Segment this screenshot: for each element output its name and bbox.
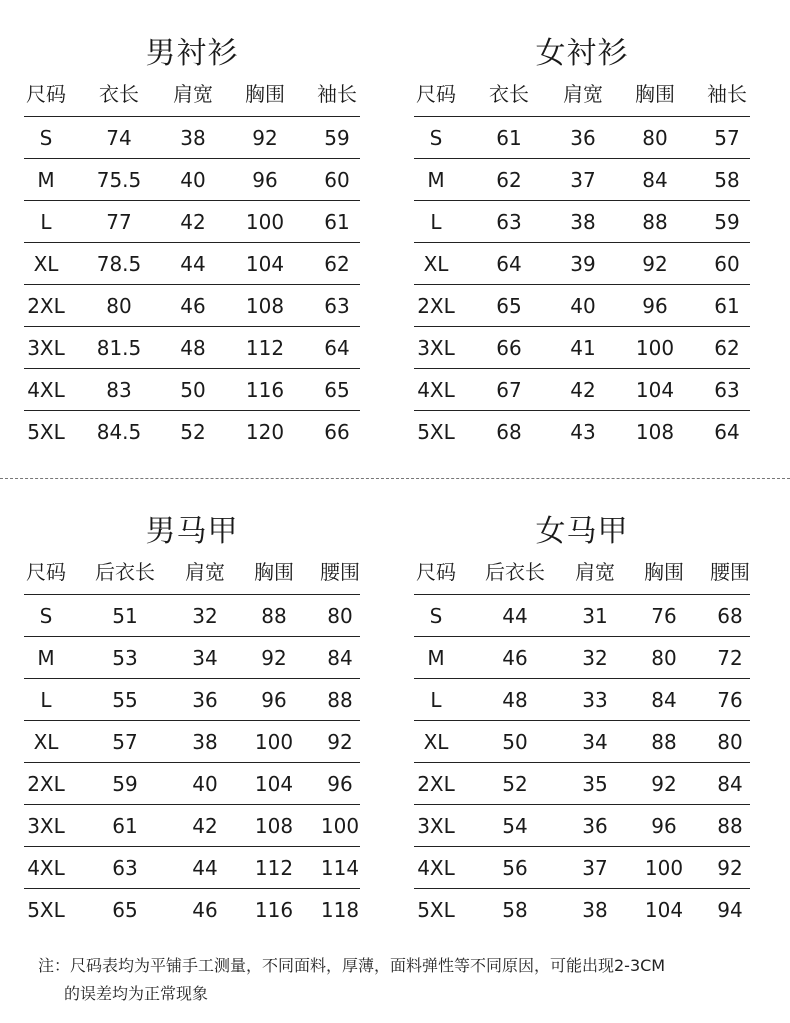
table-row: [414, 847, 750, 889]
table-row: [24, 847, 360, 889]
value-cell: 42: [570, 377, 596, 402]
header-cell: 尺码: [26, 82, 66, 106]
value-cell: 64: [324, 335, 350, 360]
value-cell: 46: [192, 898, 218, 922]
table-header: [414, 556, 750, 592]
value-cell: 48: [502, 687, 528, 712]
header-cell: 胸围: [635, 82, 675, 106]
value-cell: 94: [717, 898, 743, 922]
value-cell: 60: [714, 251, 740, 276]
table-row: [24, 763, 360, 805]
value-cell: 46: [180, 293, 206, 318]
value-cell: 59: [714, 209, 740, 234]
table-title: 男马甲: [145, 514, 239, 549]
table-row: [414, 637, 750, 679]
value-cell: 88: [327, 687, 353, 712]
size-cell: 5XL: [27, 898, 65, 922]
value-cell: 52: [502, 771, 528, 796]
value-cell: 104: [245, 251, 285, 276]
value-cell: 114: [320, 855, 360, 880]
table-row: [414, 889, 750, 931]
header-cell: 尺码: [26, 560, 66, 584]
value-cell: 37: [582, 855, 608, 880]
size-cell: 2XL: [27, 293, 65, 318]
measurement-note: [38, 952, 758, 1008]
value-cell: 80: [106, 293, 132, 318]
header-cell: 肩宽: [563, 82, 603, 106]
table-row: [414, 117, 750, 159]
size-cell: 4XL: [27, 855, 65, 880]
value-cell: 54: [502, 813, 528, 838]
note-line-1: 注：尺码表均为平铺手工测量，不同面料，厚薄，面料弹性等不同原因，可能出现2-3CM: [38, 956, 666, 975]
header-cell: 肩宽: [173, 82, 213, 106]
table-row: [414, 763, 750, 805]
table-row: [24, 285, 360, 327]
value-cell: 76: [717, 687, 743, 712]
value-cell: 65: [324, 377, 350, 402]
table-title: 女马甲: [535, 514, 629, 549]
note-line-2: 的误差均为正常现象: [64, 984, 209, 1003]
value-cell: 96: [327, 771, 353, 796]
value-cell: 96: [651, 813, 677, 838]
size-cell: XL: [423, 729, 449, 754]
size-cell: S: [39, 125, 53, 150]
value-cell: 40: [192, 771, 218, 796]
size-cell: 5XL: [417, 898, 455, 922]
table-row: [24, 595, 360, 637]
size-cell: 4XL: [27, 377, 65, 402]
size-cell: L: [430, 687, 442, 712]
table-row: [24, 117, 360, 159]
size-cell: 3XL: [417, 335, 455, 360]
value-cell: 100: [254, 729, 294, 754]
value-cell: 38: [570, 209, 596, 234]
value-cell: 108: [254, 813, 294, 838]
header-cell: 腰围: [710, 560, 750, 584]
header-cell: 肩宽: [575, 560, 615, 584]
value-cell: 61: [496, 125, 522, 150]
size-cell: S: [39, 603, 53, 628]
value-cell: 100: [320, 813, 360, 838]
value-cell: 65: [496, 293, 522, 318]
value-cell: 65: [112, 898, 138, 922]
value-cell: 112: [245, 335, 285, 360]
value-cell: 81.5: [96, 335, 142, 360]
value-cell: 31: [582, 603, 608, 628]
value-cell: 38: [180, 125, 206, 150]
value-cell: 32: [582, 645, 608, 670]
section-divider: [0, 478, 790, 479]
value-cell: 32: [192, 603, 218, 628]
value-cell: 41: [570, 335, 596, 360]
value-cell: 35: [582, 771, 608, 796]
table-header: [24, 78, 360, 114]
value-cell: 76: [651, 603, 677, 628]
value-cell: 51: [112, 603, 138, 628]
value-cell: 37: [570, 167, 596, 192]
value-cell: 118: [320, 898, 360, 922]
table-title: 男衬衫: [145, 36, 239, 71]
size-cell: XL: [33, 251, 59, 276]
value-cell: 38: [582, 898, 608, 922]
value-cell: 92: [717, 855, 743, 880]
value-cell: 88: [651, 729, 677, 754]
value-cell: 63: [324, 293, 350, 318]
header-cell: 后衣长: [95, 560, 155, 584]
value-cell: 84: [651, 687, 677, 712]
table-row: [414, 679, 750, 721]
value-cell: 104: [254, 771, 294, 796]
value-cell: 84: [642, 167, 668, 192]
table-row: [414, 201, 750, 243]
size-cell: S: [429, 603, 443, 628]
value-cell: 84: [717, 771, 743, 796]
value-cell: 64: [496, 251, 522, 276]
value-cell: 72: [717, 645, 743, 670]
header-cell: 后衣长: [485, 560, 545, 584]
value-cell: 100: [245, 209, 285, 234]
value-cell: 62: [714, 335, 740, 360]
table-row: [414, 595, 750, 637]
value-cell: 92: [642, 251, 668, 276]
table-row: [414, 243, 750, 285]
value-cell: 116: [245, 377, 285, 402]
value-cell: 57: [112, 729, 138, 754]
value-cell: 61: [714, 293, 740, 318]
table-row: [414, 805, 750, 847]
size-cell: 2XL: [27, 771, 65, 796]
value-cell: 63: [496, 209, 522, 234]
value-cell: 104: [635, 377, 675, 402]
table-row: [414, 327, 750, 369]
table-row: [24, 327, 360, 369]
value-cell: 66: [496, 335, 522, 360]
value-cell: 84.5: [96, 420, 142, 444]
value-cell: 68: [717, 603, 743, 628]
value-cell: 44: [180, 251, 206, 276]
size-cell: 4XL: [417, 855, 455, 880]
value-cell: 77: [106, 209, 132, 234]
value-cell: 64: [714, 420, 740, 444]
header-cell: 胸围: [245, 82, 285, 106]
size-cell: 5XL: [27, 420, 65, 444]
size-cell: S: [429, 125, 443, 150]
value-cell: 57: [714, 125, 740, 150]
value-cell: 92: [327, 729, 353, 754]
value-cell: 48: [180, 335, 206, 360]
value-cell: 74: [106, 125, 132, 150]
value-cell: 52: [180, 420, 206, 444]
value-cell: 66: [324, 420, 350, 444]
table-row: [24, 721, 360, 763]
value-cell: 100: [635, 335, 675, 360]
table-title: 女衬衫: [535, 36, 629, 71]
value-cell: 59: [324, 125, 350, 150]
value-cell: 34: [582, 729, 608, 754]
value-cell: 36: [192, 687, 218, 712]
table-row: [24, 637, 360, 679]
value-cell: 42: [180, 209, 206, 234]
header-cell: 袖长: [707, 82, 747, 106]
value-cell: 67: [496, 377, 522, 402]
value-cell: 60: [324, 167, 350, 192]
table-row: [414, 411, 750, 453]
value-cell: 120: [245, 420, 285, 444]
table-row: [414, 369, 750, 411]
size-cell: 2XL: [417, 293, 455, 318]
value-cell: 92: [651, 771, 677, 796]
header-cell: 尺码: [416, 82, 456, 106]
value-cell: 63: [714, 377, 740, 402]
size-cell: 3XL: [27, 813, 65, 838]
value-cell: 112: [254, 855, 294, 880]
value-cell: 88: [717, 813, 743, 838]
header-cell: 袖长: [317, 82, 357, 106]
table-row: [24, 805, 360, 847]
size-cell: M: [37, 167, 55, 192]
value-cell: 46: [502, 645, 528, 670]
size-cell: L: [430, 209, 442, 234]
value-cell: 33: [582, 687, 608, 712]
size-cell: M: [37, 645, 55, 670]
size-cell: 4XL: [417, 377, 455, 402]
value-cell: 50: [502, 729, 528, 754]
value-cell: 80: [327, 603, 353, 628]
table-row: [414, 159, 750, 201]
value-cell: 75.5: [96, 167, 142, 192]
value-cell: 63: [112, 855, 138, 880]
value-cell: 92: [252, 125, 278, 150]
value-cell: 56: [502, 855, 528, 880]
value-cell: 44: [192, 855, 218, 880]
size-cell: M: [427, 645, 445, 670]
value-cell: 96: [642, 293, 668, 318]
size-cell: M: [427, 167, 445, 192]
table-row: [24, 679, 360, 721]
value-cell: 40: [180, 167, 206, 192]
value-cell: 36: [582, 813, 608, 838]
value-cell: 80: [717, 729, 743, 754]
value-cell: 44: [502, 603, 528, 628]
value-cell: 59: [112, 771, 138, 796]
size-cell: 2XL: [417, 771, 455, 796]
value-cell: 36: [570, 125, 596, 150]
table-row: [24, 889, 360, 931]
table-header: [414, 78, 750, 114]
value-cell: 108: [245, 293, 285, 318]
value-cell: 62: [324, 251, 350, 276]
value-cell: 68: [496, 420, 522, 444]
value-cell: 96: [261, 687, 287, 712]
value-cell: 50: [180, 377, 206, 402]
table-row: [414, 721, 750, 763]
header-cell: 尺码: [416, 560, 456, 584]
value-cell: 96: [252, 167, 278, 192]
size-cell: L: [40, 209, 52, 234]
value-cell: 55: [112, 687, 138, 712]
value-cell: 34: [192, 645, 218, 670]
value-cell: 84: [327, 645, 353, 670]
value-cell: 61: [324, 209, 350, 234]
value-cell: 43: [570, 420, 596, 444]
value-cell: 116: [254, 898, 294, 922]
table-row: [24, 411, 360, 453]
value-cell: 108: [635, 420, 675, 444]
value-cell: 53: [112, 645, 138, 670]
value-cell: 62: [496, 167, 522, 192]
table-row: [414, 285, 750, 327]
value-cell: 42: [192, 813, 218, 838]
size-cell: L: [40, 687, 52, 712]
table-row: [24, 243, 360, 285]
header-cell: 腰围: [320, 560, 360, 584]
value-cell: 92: [261, 645, 287, 670]
size-cell: 5XL: [417, 420, 455, 444]
header-cell: 胸围: [254, 560, 294, 584]
table-row: [24, 369, 360, 411]
header-cell: 衣长: [99, 82, 139, 106]
value-cell: 83: [106, 377, 132, 402]
value-cell: 104: [644, 898, 684, 922]
value-cell: 80: [651, 645, 677, 670]
size-cell: XL: [423, 251, 449, 276]
value-cell: 80: [642, 125, 668, 150]
size-cell: 3XL: [27, 335, 65, 360]
value-cell: 58: [714, 167, 740, 192]
header-cell: 胸围: [644, 560, 684, 584]
value-cell: 40: [570, 293, 596, 318]
size-cell: XL: [33, 729, 59, 754]
value-cell: 78.5: [96, 251, 142, 276]
value-cell: 58: [502, 898, 528, 922]
header-cell: 肩宽: [185, 560, 225, 584]
table-row: [24, 201, 360, 243]
value-cell: 88: [261, 603, 287, 628]
table-row: [24, 159, 360, 201]
table-header: [24, 556, 360, 592]
value-cell: 39: [570, 251, 596, 276]
value-cell: 100: [644, 855, 684, 880]
value-cell: 38: [192, 729, 218, 754]
value-cell: 88: [642, 209, 668, 234]
size-cell: 3XL: [417, 813, 455, 838]
value-cell: 61: [112, 813, 138, 838]
header-cell: 衣长: [489, 82, 529, 106]
